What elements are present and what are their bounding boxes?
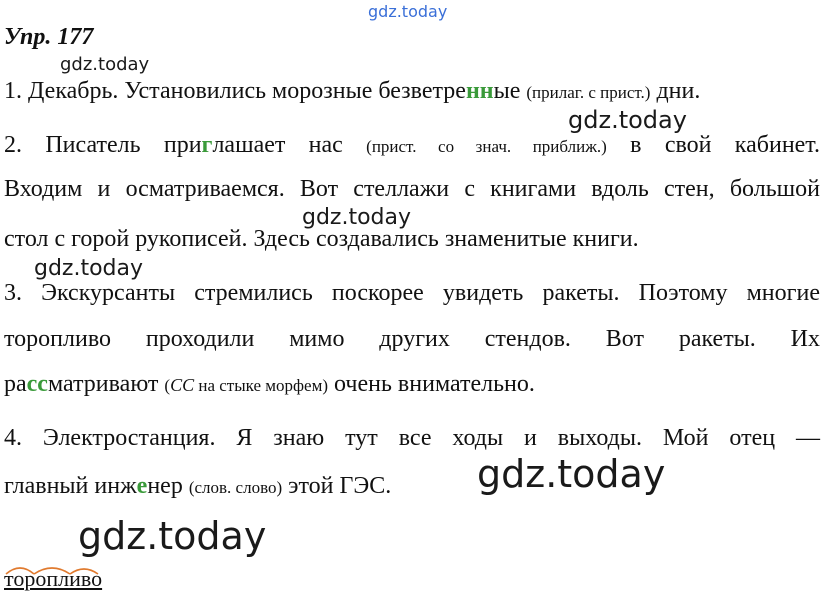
- grammar-note: (: [164, 376, 171, 395]
- text: главный инж: [4, 473, 137, 499]
- text: ра: [4, 371, 27, 397]
- sentence-3-line-3: [4, 371, 535, 398]
- text: нер: [147, 473, 189, 499]
- watermark: gdz.today: [34, 256, 144, 281]
- highlight-letters: сс: [26, 371, 48, 397]
- grammar-note: (слов. слово): [188, 478, 283, 497]
- highlight-letters: нн: [465, 78, 494, 104]
- watermark: gdz.today: [477, 452, 666, 496]
- analysis-word: торопливо: [4, 566, 103, 591]
- watermark: gdz.today: [60, 54, 150, 75]
- sentence-2-line-3: стол с горой рукописей. Здесь создавались знаменитые книги.: [4, 226, 639, 252]
- sentence-4-line-2: [4, 473, 391, 500]
- sentence-2-line-2: Входим и осматриваемся. Вот стеллажи с книгами вдоль стен, большой: [4, 176, 820, 202]
- grammar-note: (прилаг. с прист.): [526, 83, 651, 102]
- watermark: gdz.today: [568, 106, 687, 134]
- watermark: gdz.today: [302, 205, 412, 230]
- watermark-top: gdz.today: [368, 2, 448, 21]
- text: дни.: [650, 78, 701, 104]
- text: очень внимательно.: [328, 371, 535, 397]
- text: этой ГЭС.: [282, 473, 392, 499]
- text: лашает нас: [212, 132, 367, 158]
- sentence-3-line-2: торопливо проходили мимо других стендов. Вот ракеты. Их: [4, 326, 820, 352]
- sentence-3-line-1: 3. Экскурсанты стремились поскорее увидеть ракеты. Поэтому многие: [4, 280, 820, 306]
- highlight-letters: е: [136, 473, 148, 499]
- exercise-title: Упр. 177: [4, 24, 94, 50]
- highlight-letters: г: [201, 132, 213, 158]
- watermark: gdz.today: [78, 514, 267, 558]
- sentence-4-line-1: 4. Электростанция. Я знаю тут все ходы и выходы. Мой отец —: [4, 425, 820, 451]
- text: 1. Декабрь. Установились морозные безветре: [4, 78, 466, 104]
- text: 2. Писатель при: [4, 132, 202, 158]
- text: в свой кабинет.: [606, 132, 820, 158]
- grammar-note: (прист. со знач. приближ.): [366, 137, 607, 156]
- sentence-1: [4, 78, 700, 105]
- text: матривают: [47, 371, 165, 397]
- text: ые: [493, 78, 527, 104]
- grammar-note: СС: [170, 375, 195, 395]
- grammar-note: на стыке морфем): [194, 376, 329, 395]
- sentence-2-line-1: [4, 132, 820, 159]
